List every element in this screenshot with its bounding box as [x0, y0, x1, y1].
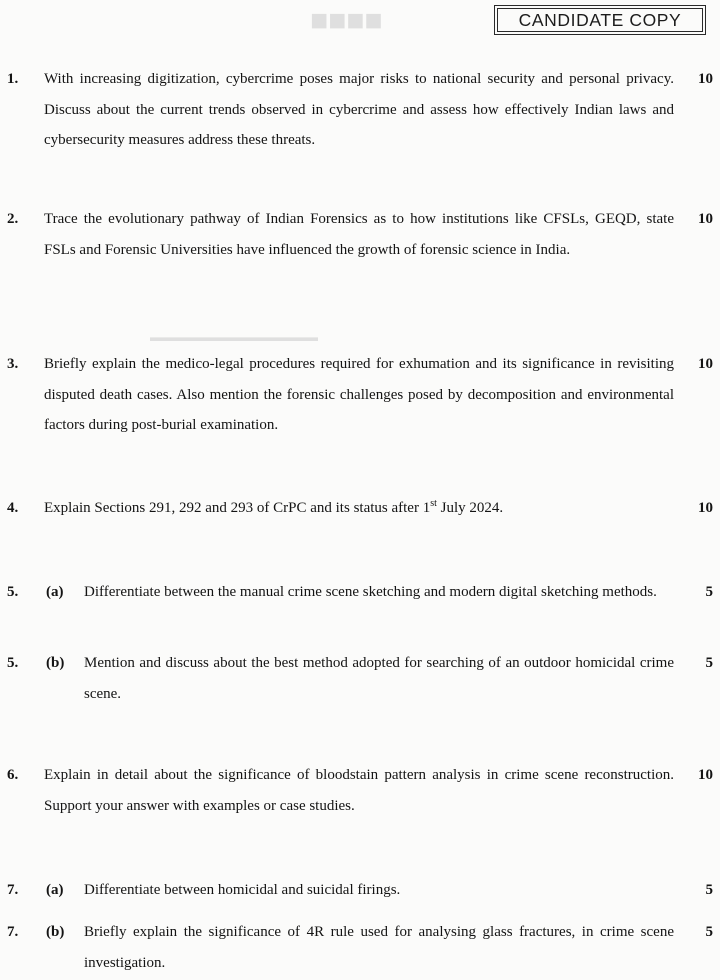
question-text: Briefly explain the significance of 4R rule used for analysing glass fractures, in crime scene investigation. — [84, 924, 674, 971]
question-number: 7. — [7, 924, 19, 940]
question-text — [44, 493, 674, 524]
question-text: Trace the evolutionary pathway of Indian Forensics as to how institutions like CFSLs, GEQD, state FSLs and Forensic Universities have influenced the growth of forensic science in India. — [44, 211, 674, 258]
question-marks: 5 — [705, 655, 713, 671]
sub-question-label: (b) — [46, 924, 65, 940]
question-text: Differentiate between homicidal and suicidal firings. — [84, 882, 401, 898]
question-number: 5. — [7, 584, 19, 600]
question-number: 4. — [7, 500, 19, 516]
question-text-part: Explain Sections 291, 292 and 293 of CrPC and its status after 1 — [44, 500, 431, 516]
question-number: 5. — [7, 655, 19, 671]
sub-question-label: (a) — [46, 584, 64, 600]
question-marks: 10 — [698, 500, 713, 516]
question-text: With increasing digitization, cybercrime poses major risks to national security and personal privacy. Discuss about the current trends observed in cybercrime and assess how effectively Indian laws and cybersecurity measures address these threats. — [44, 71, 674, 148]
question-text: Briefly explain the medico-legal procedures required for exhumation and its significance in revisiting disputed death cases. Also mention the forensic challenges posed by decomposition and environmental factors during post-burial examination. — [44, 356, 674, 433]
question-marks: 10 — [698, 211, 713, 227]
show-through-marks: ■■■■ — [310, 4, 383, 37]
question-text-part: July 2024. — [436, 500, 504, 516]
question-number: 3. — [7, 356, 19, 372]
question-text: Mention and discuss about the best method adopted for searching of an outdoor homicidal crime scene. — [84, 655, 674, 702]
question-marks: 10 — [698, 71, 713, 87]
candidate-copy-stamp — [494, 5, 706, 35]
ordinal-suffix: st — [430, 498, 437, 509]
sub-question-label: (b) — [46, 655, 65, 671]
sub-question-label: (a) — [46, 882, 64, 898]
question-number: 7. — [7, 882, 19, 898]
question-marks: 5 — [705, 584, 713, 600]
question-marks: 10 — [698, 767, 713, 783]
question-number: 1. — [7, 71, 19, 87]
question-marks: 10 — [698, 356, 713, 372]
question-text: Explain in detail about the significance of bloodstain pattern analysis in crime scene reconstruction. Support your answer with examples or case studies. — [44, 767, 674, 814]
question-marks: 5 — [705, 882, 713, 898]
question-number: 2. — [7, 211, 19, 227]
candidate-copy-label: CANDIDATE COPY — [497, 8, 703, 32]
question-marks: 5 — [705, 924, 713, 940]
question-text: Differentiate between the manual crime scene sketching and modern digital sketching methods. — [84, 584, 657, 600]
question-number: 6. — [7, 767, 19, 783]
show-through-marks: ▬▬▬▬▬▬▬▬▬▬▬▬▬▬ — [150, 330, 318, 344]
